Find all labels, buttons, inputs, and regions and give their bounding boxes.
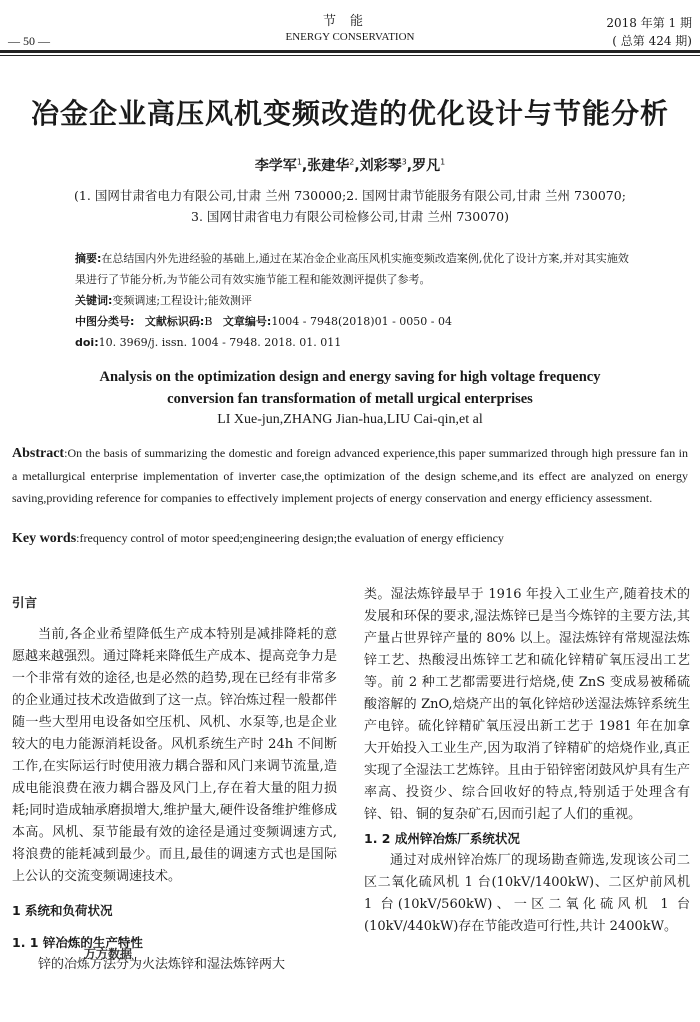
author-affil-mark: 1 (440, 157, 446, 167)
issue-info (606, 14, 692, 50)
english-keywords (12, 527, 688, 550)
doi-value: 10. 3969/j. issn. 1004 - 7948. 2018. 01. 011 (98, 336, 342, 349)
english-title-line: conversion fan transformation of metall urgical enterprises (167, 391, 533, 407)
author-name: 刘彩琴 (359, 158, 402, 174)
clc-label: 中图分类号: (75, 315, 135, 328)
doc-code: B (204, 315, 213, 328)
header-rule-thin (0, 55, 700, 56)
header-rule-thick (0, 50, 700, 53)
english-keywords-text: :frequency control of motor speed;engineering design;the evaluation of energy efficiency (76, 531, 504, 545)
english-title (0, 366, 700, 410)
section-heading-1-1: 1. 1 锌冶炼的生产特性 (12, 935, 143, 950)
author-name: 罗凡 (412, 158, 441, 174)
keywords-cn (75, 290, 635, 311)
section-heading-1-2: 1. 2 成州锌冶炼厂系统状况 (364, 831, 520, 846)
author-name: 张建华 (307, 158, 350, 174)
english-abstract-label: Abstract (12, 446, 65, 461)
page-number: — 50 — (8, 34, 50, 48)
doc-code-label: 文献标识码: (144, 315, 205, 328)
journal-name-cn: 节能 (322, 14, 377, 29)
issue-total: ( 总第 424 期) (612, 34, 692, 48)
section-heading-intro: 引言 (12, 595, 38, 610)
issue-year: 2018 年第 1 期 (606, 16, 692, 30)
watermark-overlap: 万方数据 (84, 947, 133, 961)
right-column (364, 584, 690, 938)
english-title-line: Analysis on the optimization design and energy saving for high voltage frequency (99, 369, 601, 385)
doi-line (75, 332, 635, 353)
english-authors: LI Xue-jun,ZHANG Jian-hua,LIU Cai-qin,et al (217, 412, 483, 427)
section-1-1-text: 锌的冶炼方法分为火法炼锌和湿法炼锌两大 (38, 957, 286, 972)
section-1-2-paragraph: 通过对成州锌冶炼厂的现场勘查筛选,发现该公司二区二氧化硫风机 1 台(10kV/1400kW)、二区炉前风机 1 台(10kV/560kW)、一区二氧化硫风机 1 台(10kV/440kW)存在节能改造可行性,共计 2400kW。 (364, 853, 690, 934)
keywords-text: 变频调速;工程设计;能效测评 (112, 294, 252, 307)
right-paragraph-1: 类。湿法炼锌最早于 1916 年投入工业生产,随着技术的发展和环保的要求,湿法炼锌已是当今炼锌的主要方法,其产量占世界锌产量的 80% 以上。湿法炼锌有常规湿法炼锌工艺、热酸浸出炼锌工艺和硫化锌精矿氧压浸出工艺等。前 2 种工艺都需要进行焙烧,使 ZnS 变成易被稀硫酸溶解的 ZnO,焙烧产出的氧化锌焙砂送湿法炼锌系统生产电锌。硫化锌精矿氧压浸出新工艺于 1981 年在加拿大开始投入工业生产,因为取消了锌精矿的焙烧作业,真正实现了全湿法工艺炼锌。且由于铅锌密闭鼓风炉具有生产率高、投资少、综合回收好的特点,特别适于处理含有锌、铅、铜的复杂矿石,因而引起了人们的重视。 (364, 587, 690, 822)
doi-label: doi: (75, 336, 99, 349)
journal-name-en: ENERGY CONSERVATION (285, 31, 415, 43)
article-no-label: 文章编号: (222, 315, 272, 328)
abstract-label: 摘要: (75, 252, 102, 265)
section-heading-1: 1 系统和负荷状况 (12, 903, 113, 918)
author-list: 李学军$^1$,张建华$^2$,刘彩琴$^3$,罗凡$^1$ (254, 157, 446, 174)
affiliation-line: 3. 国网甘肃省电力有限公司检修公司,甘肃 兰州 730070) (191, 209, 509, 224)
left-column (12, 592, 337, 976)
english-abstract-text: :On the basis of summarizing the domestic and foreign advanced experience,this paper summarized through high pressure fan in a metallurgical enterprise implementation of inverter case,the optimization of the design scheme,and its effect are analyzed on energy saving,providing reference for companies to effectively implement projects of energy conservation and energy efficiency assessment. (12, 446, 688, 505)
abstract-cn (75, 248, 635, 290)
english-keywords-label: Key words (12, 531, 77, 546)
author-name: 李学军 (254, 158, 297, 174)
keywords-label: 关键词: (75, 294, 113, 307)
paper-title: 冶金企业高压风机变频改造的优化设计与节能分析 (30, 97, 669, 130)
author-affil-mark: 2 (349, 157, 355, 167)
english-abstract (12, 442, 688, 509)
author-affil-mark: 3 (401, 157, 407, 167)
section-1-1-paragraph (12, 947, 337, 976)
affiliation-line: (1. 国网甘肃省电力有限公司,甘肃 兰州 730000;2. 国网甘肃节能服务有限公司,甘肃 兰州 730070; (74, 188, 626, 203)
abstract-text: 在总结国内外先进经验的基础上,通过在某冶金企业高压风机实施变频改造案例,优化了设计方案,并对其实施效果进行了节能分析,为节能公司有效实施节能工程和能效测评提供了参考。 (75, 252, 629, 286)
classification-line (75, 311, 635, 332)
article-no: 1004 - 7948(2018)01 - 0050 - 04 (271, 315, 452, 328)
author-affil-mark: 1 (296, 157, 302, 167)
intro-paragraph: 当前,各企业希望降低生产成本特别是减排降耗的意愿越来越强烈。通过降耗来降低生产成本、提高竞争力是一个非常有效的途径,也是必然的趋势,现在已经有非常多的企业通过技术改造做到了这一点。锌冶炼过程一般都伴随一些大型用电设备如空压机、风机、水泵等,也是企业较大的电力能源消耗设备。风机系统生产时 24h 不间断工作,在实际运行时使用液力耦合器和风门来调节流量,造成电能浪费在液力耦合器及风门上,存在着大量的阻力损耗;同时造成轴承磨损增大,维护量大,硬件设备维护维修成本高。风机、泵节能最有效的途径是通过变频调速方式,将浪费的能耗减到最少。而且,最佳的调速方式也是国际上公认的交流变频调速技术。 (12, 627, 338, 884)
